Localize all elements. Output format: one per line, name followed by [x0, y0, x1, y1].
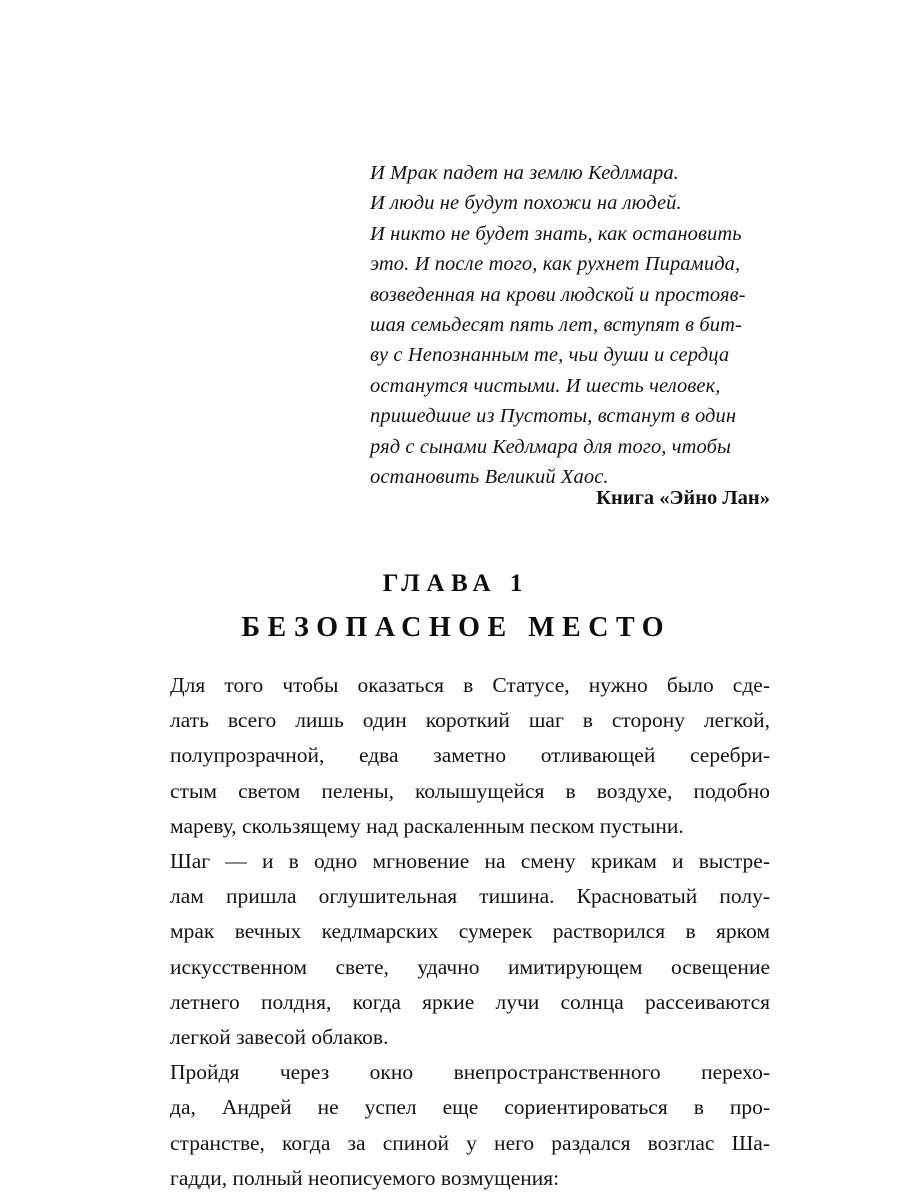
epigraph-line: возведенная на крови людской и простояв-	[370, 283, 746, 306]
epigraph-line: пришедшие из Пустоты, встанут в один	[370, 405, 737, 428]
epigraph-line: шая семьдесят пять лет, вступят в бит-	[370, 314, 742, 337]
text-line: стым светом пелены, колышущейся в воздухе, подобно	[170, 778, 770, 803]
text-line: лам пришла оглушительная тишина. Красноватый полу-	[170, 884, 770, 909]
epigraph-line: И никто не будет знать, как остановить	[370, 222, 742, 245]
epigraph-line: И люди не будут похожи на людей.	[370, 192, 682, 215]
text-line: странстве, когда за спиной у него раздался возглас Ша-	[170, 1130, 770, 1155]
text-line: летнего полдня, когда яркие лучи солнца рассеиваются	[170, 989, 770, 1014]
text-line: гадди, полный неописуемого возмущения:	[170, 1165, 560, 1190]
epigraph-source: Книга «Эйно Лан»	[596, 487, 770, 509]
text-line: искусственном свете, удачно имитирующем освещение	[170, 954, 770, 979]
chapter-number: ГЛАВА 1	[382, 570, 529, 597]
paragraph	[136, 668, 770, 844]
text-line: Для того чтобы оказаться в Статусе, нужно было сде-	[170, 673, 770, 697]
epigraph-block	[370, 158, 770, 492]
epigraph-line: останутся чистыми. И шесть человек,	[370, 374, 721, 397]
text-line: полупрозрачной, едва заметно отливающей серебри-	[170, 743, 770, 768]
text-line: Шаг — и в одно мгновение на смену крикам и выстре-	[170, 849, 770, 874]
text-line: Пройдя через окно внепространственного перехо-	[170, 1060, 770, 1085]
epigraph-line: ву с Непознанным те, чьи души и сердца	[370, 344, 730, 367]
paragraph	[136, 1055, 770, 1196]
chapter-title: БЕЗОПАСНОЕ МЕСТО	[241, 612, 672, 643]
epigraph-line: ряд с сынами Кедлмара для того, чтобы	[370, 435, 732, 458]
text-line: мареву, скользящему над раскаленным песком пустыни.	[170, 813, 684, 838]
text-line: легкой завесой облаков.	[170, 1025, 389, 1050]
epigraph-line: это. И после того, как рухнет Пирамида,	[370, 253, 741, 276]
epigraph-line: остановить Великий Хаос.	[370, 466, 609, 489]
text-line: лать всего лишь один короткий шаг в сторону легкой,	[170, 708, 770, 733]
text-line: мрак вечных кедлмарских сумерек растворился в ярком	[170, 919, 770, 944]
epigraph-line: И Мрак падет на землю Кедлмара.	[370, 162, 679, 184]
text-line: да, Андрей не успел еще сориентироваться в про-	[170, 1095, 770, 1120]
paragraph	[136, 844, 770, 1055]
body-text	[136, 668, 770, 1196]
